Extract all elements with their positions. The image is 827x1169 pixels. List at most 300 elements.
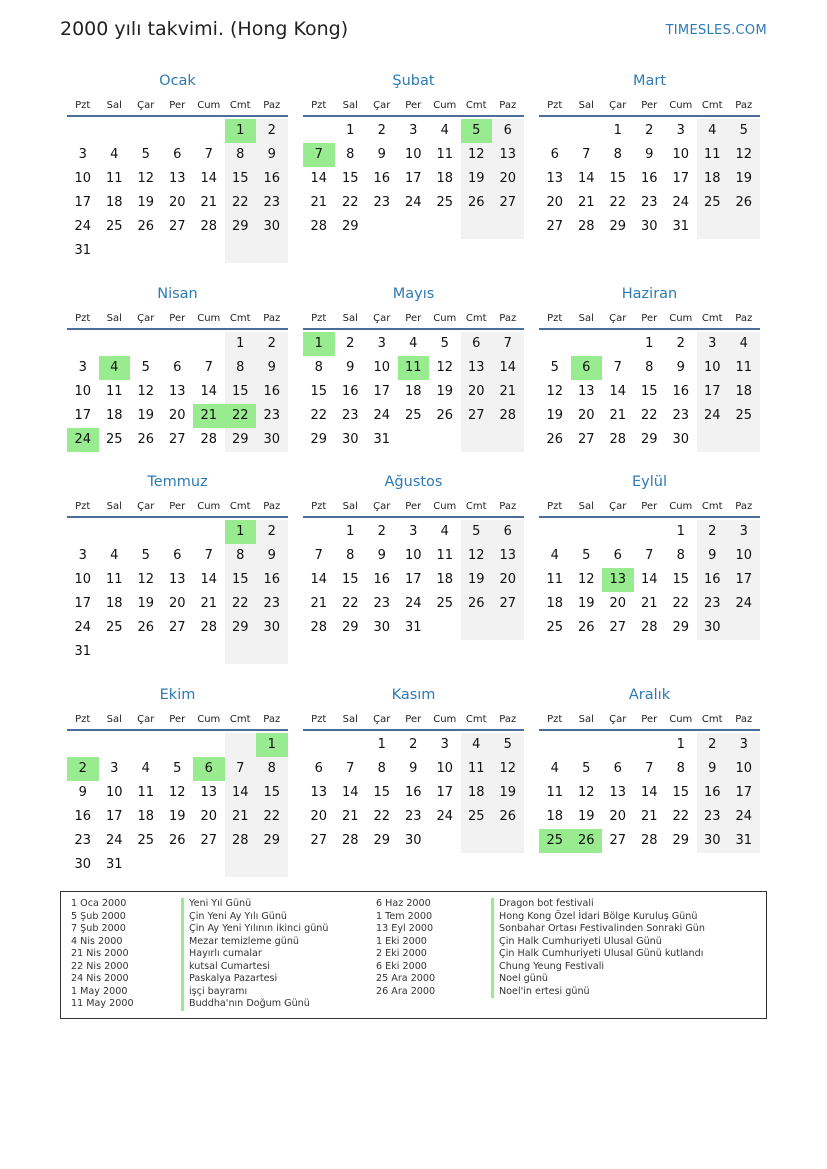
- day-cell: 21: [640, 809, 658, 824]
- day-cell: 17: [436, 785, 454, 800]
- empty-weekend-cell: [225, 239, 257, 263]
- day-cell: 26: [137, 432, 155, 447]
- empty-weekend-cell: [728, 215, 760, 239]
- day-cell: 27: [546, 219, 564, 234]
- day-cell: 20: [168, 596, 186, 611]
- day-cell: 7: [492, 332, 524, 356]
- weekday-header: Sal: [578, 313, 594, 324]
- weekday-header: Çar: [137, 714, 155, 725]
- day-cell: 18: [546, 596, 564, 611]
- empty-weekend-cell: [728, 616, 760, 640]
- weekday-header: Çar: [137, 313, 155, 324]
- month-name: Ağustos: [384, 474, 443, 490]
- holiday-day-cell: 5: [461, 119, 493, 143]
- day-cell: 5: [173, 761, 182, 776]
- day-cell: 3: [78, 548, 87, 563]
- day-cell: 13: [461, 356, 493, 380]
- day-cell: 25: [436, 596, 454, 611]
- day-cell: 1: [377, 737, 386, 752]
- day-cell: 23: [373, 195, 391, 210]
- empty-weekend-cell: [256, 853, 288, 877]
- day-cell: 25: [461, 805, 493, 829]
- day-cell: 3: [78, 360, 87, 375]
- day-cell: 29: [225, 616, 257, 640]
- day-cell: 2: [409, 737, 418, 752]
- day-cell: 22: [225, 191, 257, 215]
- day-cell: 5: [440, 336, 449, 351]
- weekday-header: Cmt: [229, 100, 251, 111]
- day-cell: 1: [676, 737, 685, 752]
- day-cell: 24: [728, 592, 760, 616]
- day-cell: 10: [74, 384, 92, 399]
- day-cell: 2: [676, 336, 685, 351]
- day-cell: 3: [409, 524, 418, 539]
- legend-holiday-name: Hong Kong Özel İdari Bölge Kuruluş Günü: [491, 911, 705, 924]
- day-cell: 4: [110, 548, 119, 563]
- day-cell: 18: [436, 171, 454, 186]
- day-cell: 7: [613, 360, 622, 375]
- day-cell: 28: [609, 432, 627, 447]
- day-cell: 23: [74, 833, 92, 848]
- day-cell: 13: [310, 785, 328, 800]
- holiday-day-cell: 11: [398, 356, 430, 380]
- day-cell: 10: [404, 147, 422, 162]
- day-cell: 10: [105, 785, 123, 800]
- weekday-header: Cum: [433, 501, 457, 512]
- day-cell: 13: [168, 572, 186, 587]
- day-cell: 7: [225, 757, 257, 781]
- weekday-header: Cum: [197, 100, 221, 111]
- weekday-header: Paz: [263, 313, 281, 324]
- day-cell: 12: [728, 143, 760, 167]
- header-divider: [67, 115, 288, 117]
- weekday-header: Pzt: [311, 714, 327, 725]
- weekday-header: Pzt: [311, 501, 327, 512]
- day-cell: 14: [200, 572, 218, 587]
- weekday-header: Per: [641, 714, 658, 725]
- day-cell: 22: [256, 805, 288, 829]
- month-name: Mayıs: [392, 286, 435, 302]
- day-cell: 10: [672, 147, 690, 162]
- day-cell: 12: [168, 785, 186, 800]
- weekday-header: Pzt: [547, 714, 563, 725]
- day-cell: 17: [74, 596, 92, 611]
- day-cell: 20: [168, 195, 186, 210]
- day-cell: 31: [373, 432, 391, 447]
- legend-date: 1 Eki 2000: [376, 935, 427, 947]
- weekday-header: Cum: [433, 313, 457, 324]
- day-cell: 18: [728, 380, 760, 404]
- day-cell: 1: [645, 336, 654, 351]
- holiday-day-cell: 6: [193, 757, 225, 781]
- page-title: 2000 yılı takvimi. (Hong Kong): [60, 18, 349, 40]
- legend-holiday-name: Noel'in ertesi günü: [491, 986, 705, 999]
- day-cell: 13: [492, 143, 524, 167]
- holiday-day-cell: 7: [303, 143, 335, 167]
- day-cell: 20: [492, 568, 524, 592]
- weekday-header: Sal: [578, 100, 594, 111]
- weekday-header: Cum: [669, 714, 693, 725]
- legend-holiday-name: Buddha'nın Doğum Günü: [181, 998, 328, 1011]
- day-cell: 15: [225, 380, 257, 404]
- legend-date: 11 May 2000: [71, 998, 134, 1009]
- legend-date: 2 Eki 2000: [376, 948, 427, 959]
- day-cell: 7: [204, 360, 213, 375]
- legend-date: 13 Eyl 2000: [376, 923, 434, 934]
- header-divider: [67, 328, 288, 330]
- day-cell: 11: [105, 171, 123, 186]
- day-cell: 3: [676, 123, 685, 138]
- weekday-header: Cum: [669, 313, 693, 324]
- day-cell: 7: [346, 761, 355, 776]
- day-cell: 8: [676, 761, 685, 776]
- day-cell: 16: [672, 384, 690, 399]
- empty-weekend-cell: [492, 829, 524, 853]
- day-cell: 21: [577, 195, 595, 210]
- day-cell: 29: [672, 620, 690, 635]
- weekday-header: Pzt: [75, 501, 91, 512]
- day-cell: 3: [728, 520, 760, 544]
- day-cell: 29: [373, 833, 391, 848]
- weekday-header: Cmt: [701, 714, 723, 725]
- month-name: Ocak: [159, 73, 196, 89]
- day-cell: 17: [672, 171, 690, 186]
- day-cell: 19: [436, 384, 454, 399]
- weekday-header: Cum: [669, 100, 693, 111]
- day-cell: 25: [137, 833, 155, 848]
- day-cell: 16: [256, 380, 288, 404]
- day-cell: 4: [728, 332, 760, 356]
- holiday-day-cell: 2: [67, 757, 99, 781]
- day-cell: 22: [341, 596, 359, 611]
- day-cell: 23: [256, 404, 288, 428]
- day-cell: 26: [492, 805, 524, 829]
- day-cell: 27: [609, 833, 627, 848]
- day-cell: 5: [141, 147, 150, 162]
- day-cell: 11: [546, 572, 564, 587]
- day-cell: 31: [74, 644, 92, 659]
- weekday-header: Cmt: [465, 501, 487, 512]
- weekday-header: Sal: [342, 100, 358, 111]
- month-name: Temmuz: [147, 474, 208, 490]
- day-cell: 22: [225, 592, 257, 616]
- day-cell: 19: [461, 167, 493, 191]
- month-name: Nisan: [157, 286, 198, 302]
- day-cell: 10: [728, 544, 760, 568]
- day-cell: 28: [200, 432, 218, 447]
- holiday-legend: [60, 891, 767, 1019]
- day-cell: 1: [346, 524, 355, 539]
- weekday-header: Paz: [499, 100, 517, 111]
- day-cell: 31: [105, 857, 123, 872]
- day-cell: 4: [697, 119, 729, 143]
- day-cell: 30: [256, 616, 288, 640]
- day-cell: 11: [105, 572, 123, 587]
- day-cell: 19: [461, 568, 493, 592]
- day-cell: 19: [137, 596, 155, 611]
- empty-weekend-cell: [697, 428, 729, 452]
- day-cell: 9: [377, 147, 386, 162]
- day-cell: 16: [341, 384, 359, 399]
- day-cell: 30: [697, 829, 729, 853]
- day-cell: 28: [200, 620, 218, 635]
- weekday-header: Per: [405, 313, 422, 324]
- day-cell: 28: [492, 404, 524, 428]
- day-cell: 20: [168, 408, 186, 423]
- weekday-header: Çar: [373, 100, 391, 111]
- day-cell: 7: [645, 548, 654, 563]
- day-cell: 12: [461, 544, 493, 568]
- day-cell: 30: [672, 432, 690, 447]
- day-cell: 22: [672, 596, 690, 611]
- day-cell: 17: [404, 572, 422, 587]
- day-cell: 10: [697, 356, 729, 380]
- day-cell: 13: [168, 171, 186, 186]
- weekday-header: Sal: [106, 313, 122, 324]
- day-cell: 1: [225, 332, 257, 356]
- empty-weekend-cell: [461, 428, 493, 452]
- day-cell: 2: [256, 119, 288, 143]
- legend-date: 25 Ara 2000: [376, 973, 436, 984]
- weekday-header: Paz: [263, 100, 281, 111]
- day-cell: 18: [105, 195, 123, 210]
- day-cell: 16: [373, 572, 391, 587]
- day-cell: 28: [640, 833, 658, 848]
- day-cell: 8: [256, 757, 288, 781]
- day-cell: 11: [461, 757, 493, 781]
- day-cell: 27: [200, 833, 218, 848]
- day-cell: 4: [409, 336, 418, 351]
- day-cell: 24: [404, 596, 422, 611]
- day-cell: 26: [137, 620, 155, 635]
- day-cell: 26: [137, 219, 155, 234]
- weekday-header: Cmt: [701, 501, 723, 512]
- header-divider: [303, 729, 524, 731]
- day-cell: 24: [436, 809, 454, 824]
- day-cell: 21: [341, 809, 359, 824]
- day-cell: 25: [105, 219, 123, 234]
- day-cell: 6: [550, 147, 559, 162]
- day-cell: 31: [404, 620, 422, 635]
- day-cell: 11: [546, 785, 564, 800]
- day-cell: 23: [256, 592, 288, 616]
- day-cell: 21: [200, 195, 218, 210]
- weekday-header: Paz: [735, 313, 753, 324]
- day-cell: 31: [728, 829, 760, 853]
- legend-holiday-name: Hayırlı cumalar: [181, 948, 328, 961]
- day-cell: 5: [728, 119, 760, 143]
- empty-weekend-cell: [256, 640, 288, 664]
- legend-date: 1 May 2000: [71, 985, 128, 997]
- day-cell: 27: [168, 432, 186, 447]
- legend-holiday-name: Sonbahar Ortası Festivalinden Sonraki Gün: [491, 923, 705, 936]
- day-cell: 14: [577, 171, 595, 186]
- day-cell: 7: [314, 548, 323, 563]
- weekday-header: Sal: [342, 313, 358, 324]
- day-cell: 24: [105, 833, 123, 848]
- day-cell: 6: [492, 119, 524, 143]
- weekday-header: Çar: [373, 714, 391, 725]
- empty-weekend-cell: [225, 640, 257, 664]
- day-cell: 13: [168, 384, 186, 399]
- weekday-header: Çar: [609, 100, 627, 111]
- holiday-day-cell: 22: [225, 404, 257, 428]
- day-cell: 17: [105, 809, 123, 824]
- month-name: Aralık: [628, 687, 671, 703]
- day-cell: 6: [613, 761, 622, 776]
- day-cell: 25: [105, 620, 123, 635]
- holiday-day-cell: 6: [571, 356, 603, 380]
- day-cell: 7: [204, 548, 213, 563]
- day-cell: 8: [613, 147, 622, 162]
- site-link[interactable]: TIMESLES.COM: [665, 23, 767, 38]
- weekday-header: Cmt: [701, 100, 723, 111]
- day-cell: 4: [550, 761, 559, 776]
- legend-date: 4 Nis 2000: [71, 935, 123, 947]
- day-cell: 26: [461, 592, 493, 616]
- day-cell: 9: [256, 143, 288, 167]
- day-cell: 6: [613, 548, 622, 563]
- day-cell: 30: [404, 833, 422, 848]
- day-cell: 15: [672, 572, 690, 587]
- weekday-header: Pzt: [547, 313, 563, 324]
- day-cell: 11: [105, 384, 123, 399]
- day-cell: 13: [609, 785, 627, 800]
- day-cell: 18: [137, 809, 155, 824]
- empty-weekend-cell: [461, 616, 493, 640]
- weekday-header: Paz: [263, 714, 281, 725]
- day-cell: 25: [105, 432, 123, 447]
- day-cell: 5: [141, 360, 150, 375]
- day-cell: 14: [310, 572, 328, 587]
- day-cell: 28: [310, 620, 328, 635]
- day-cell: 30: [697, 616, 729, 640]
- day-cell: 21: [640, 596, 658, 611]
- day-cell: 7: [204, 147, 213, 162]
- day-cell: 1: [346, 123, 355, 138]
- day-cell: 31: [74, 243, 92, 258]
- day-cell: 29: [256, 829, 288, 853]
- day-cell: 24: [74, 620, 92, 635]
- day-cell: 25: [404, 408, 422, 423]
- day-cell: 24: [728, 805, 760, 829]
- day-cell: 4: [440, 524, 449, 539]
- day-cell: 3: [697, 332, 729, 356]
- header-divider: [539, 115, 760, 117]
- legend-holiday-name: Çin Ay Yeni Yılının ikinci günü: [181, 923, 328, 936]
- weekday-header: Per: [405, 714, 422, 725]
- day-cell: 5: [492, 733, 524, 757]
- day-cell: 10: [728, 757, 760, 781]
- weekday-header: Sal: [578, 501, 594, 512]
- month-name: Kasım: [391, 687, 436, 703]
- day-cell: 8: [377, 761, 386, 776]
- day-cell: 20: [200, 809, 218, 824]
- weekday-header: Sal: [578, 714, 594, 725]
- day-cell: 26: [546, 432, 564, 447]
- weekday-header: Cmt: [229, 714, 251, 725]
- weekday-header: Paz: [499, 501, 517, 512]
- day-cell: 7: [582, 147, 591, 162]
- header-divider: [67, 729, 288, 731]
- weekday-header: Per: [169, 313, 186, 324]
- day-cell: 27: [168, 620, 186, 635]
- day-cell: 14: [492, 356, 524, 380]
- day-cell: 22: [609, 195, 627, 210]
- legend-holiday-name: Noel günü: [491, 973, 705, 986]
- day-cell: 24: [697, 404, 729, 428]
- legend-holiday-name: işçi bayramı: [181, 986, 328, 999]
- legend-date: 22 Nis 2000: [71, 960, 129, 972]
- day-cell: 19: [137, 195, 155, 210]
- day-cell: 15: [225, 568, 257, 592]
- day-cell: 2: [377, 123, 386, 138]
- holiday-day-cell: 1: [303, 332, 335, 356]
- holiday-day-cell: 21: [193, 404, 225, 428]
- day-cell: 18: [461, 781, 493, 805]
- day-cell: 29: [640, 432, 658, 447]
- day-cell: 24: [373, 408, 391, 423]
- header-divider: [539, 729, 760, 731]
- day-cell: 27: [310, 833, 328, 848]
- weekday-header: Cmt: [701, 313, 723, 324]
- day-cell: 19: [577, 596, 595, 611]
- day-cell: 20: [609, 596, 627, 611]
- day-cell: 5: [461, 520, 493, 544]
- day-cell: 12: [546, 384, 564, 399]
- legend-date: 5 Şub 2000: [71, 910, 126, 922]
- day-cell: 28: [310, 219, 328, 234]
- header-divider: [303, 516, 524, 518]
- day-cell: 26: [461, 191, 493, 215]
- weekday-header: Cum: [669, 501, 693, 512]
- weekday-header: Çar: [609, 501, 627, 512]
- day-cell: 16: [256, 167, 288, 191]
- day-cell: 8: [645, 360, 654, 375]
- empty-weekend-cell: [492, 616, 524, 640]
- day-cell: 29: [310, 432, 328, 447]
- day-cell: 11: [728, 356, 760, 380]
- day-cell: 2: [645, 123, 654, 138]
- day-cell: 5: [582, 548, 591, 563]
- day-cell: 29: [341, 219, 359, 234]
- weekday-header: Cum: [433, 100, 457, 111]
- day-cell: 17: [74, 195, 92, 210]
- weekday-header: Cmt: [465, 100, 487, 111]
- day-cell: 15: [341, 171, 359, 186]
- weekday-header: Paz: [735, 100, 753, 111]
- weekday-header: Per: [641, 313, 658, 324]
- day-cell: 25: [728, 404, 760, 428]
- day-cell: 3: [728, 733, 760, 757]
- day-cell: 28: [200, 219, 218, 234]
- day-cell: 4: [550, 548, 559, 563]
- day-cell: 25: [697, 191, 729, 215]
- day-cell: 25: [546, 620, 564, 635]
- day-cell: 10: [404, 548, 422, 563]
- weekday-header: Cum: [197, 501, 221, 512]
- weekday-header: Cmt: [465, 714, 487, 725]
- day-cell: 2: [377, 524, 386, 539]
- day-cell: 18: [105, 408, 123, 423]
- day-cell: 14: [609, 384, 627, 399]
- day-cell: 13: [577, 384, 595, 399]
- day-cell: 8: [346, 548, 355, 563]
- weekday-header: Cum: [197, 714, 221, 725]
- weekday-header: Per: [405, 100, 422, 111]
- day-cell: 21: [225, 805, 257, 829]
- day-cell: 15: [256, 781, 288, 805]
